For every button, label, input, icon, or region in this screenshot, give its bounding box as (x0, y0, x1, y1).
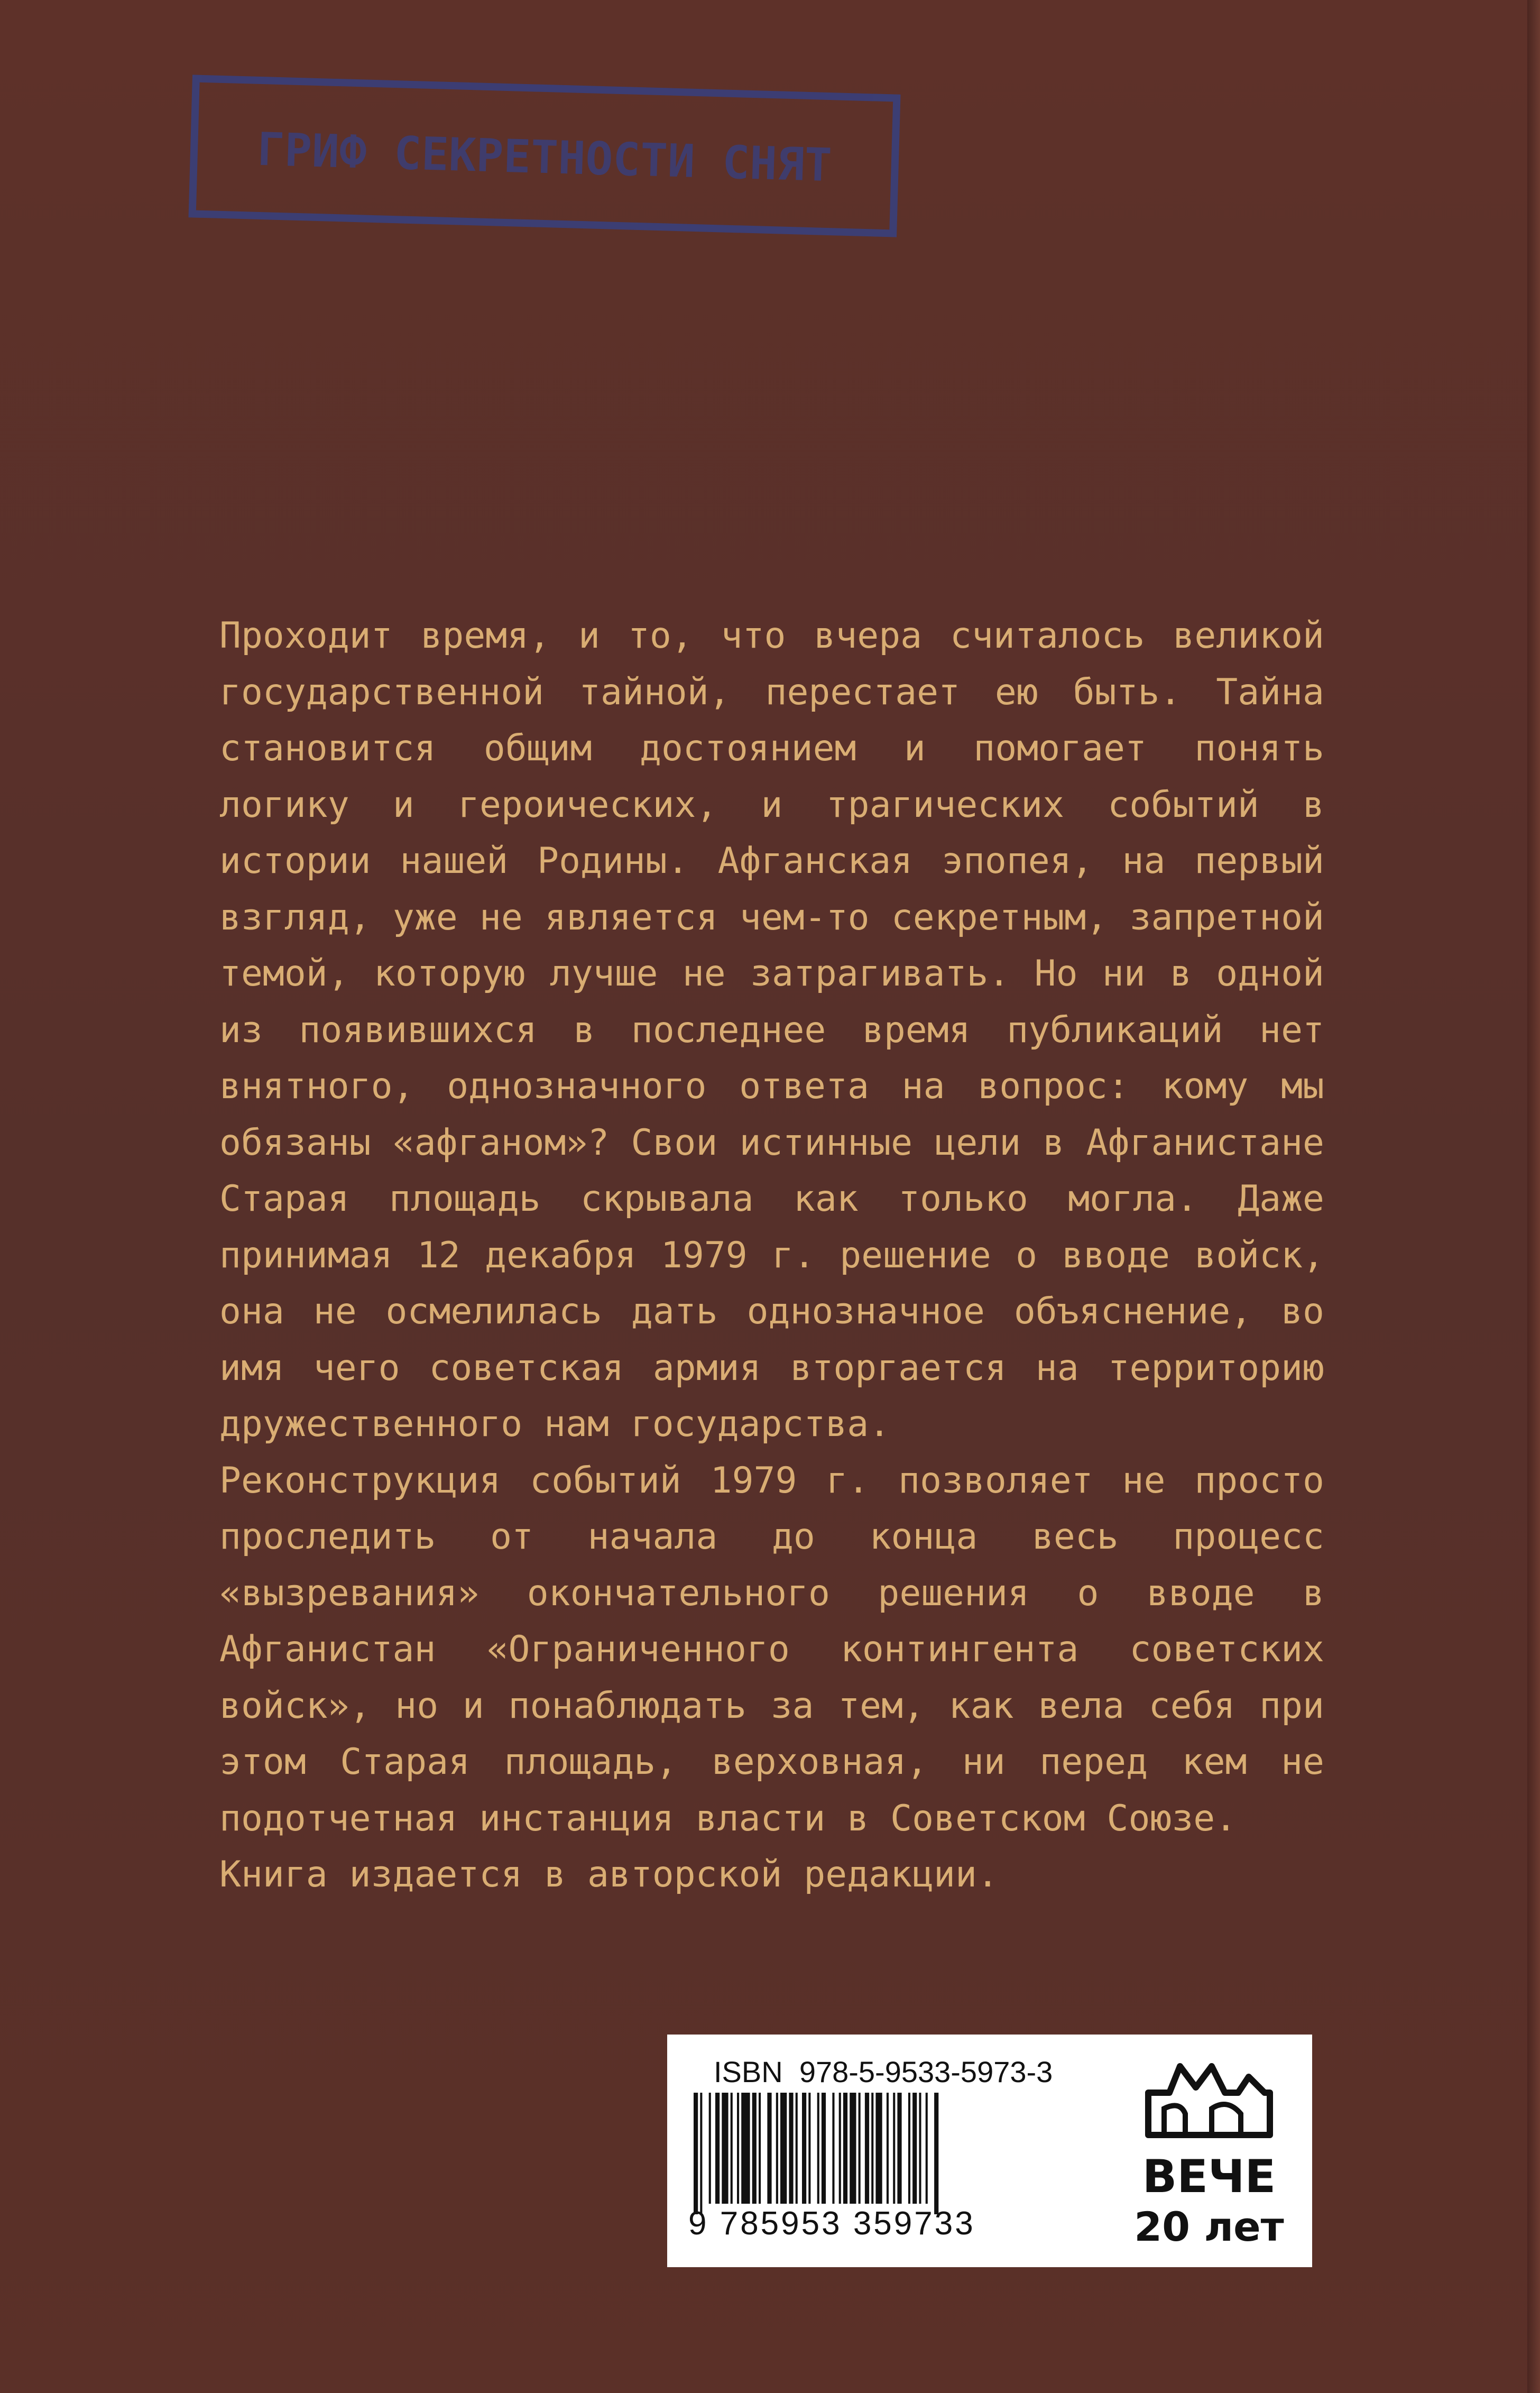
annotation-paragraph-2: Реконструкция событий 1979 г. позволяет не просто проследить от начала до конца весь процесс «вызревания» окончательного решения о вводе в Афганистан «Ограниченного контингента советских войск», но и понаблюдать за тем, как вела себя при этом Старая площадь, верховная, ни перед кем не подотчетная инстанция власти в Советском Союзе. (219, 1459, 1324, 1839)
barcode-bar (887, 2093, 889, 2204)
barcode-bar (737, 2093, 739, 2204)
barcode-bar (752, 2093, 757, 2204)
barcode-bar (817, 2093, 819, 2204)
barcode-bar (865, 2093, 869, 2204)
barcode-bar (780, 2093, 787, 2204)
barcode-bar (926, 2093, 928, 2204)
barcode-bar (919, 2093, 921, 2204)
barcode-bar (871, 2093, 873, 2204)
barcode-bar (694, 2093, 698, 2214)
barcode-bar (789, 2093, 793, 2204)
barcode-bar (767, 2093, 771, 2204)
publisher-anniversary: 20 лет (1134, 2203, 1284, 2250)
barcode-bar (715, 2093, 720, 2204)
barcode-bar (839, 2093, 841, 2204)
barcode-bars (694, 2093, 1106, 2214)
barcode-bar (741, 2093, 750, 2204)
barcode-digits: 9 785953 359733 (688, 2205, 975, 2242)
barcode-bar (875, 2093, 882, 2204)
declassified-stamp (188, 75, 900, 237)
barcode-bar (731, 2093, 733, 2204)
barcode-bar (893, 2093, 895, 2204)
annotation-paragraph-1: Проходит время, и то, что вчера считалось великой государственной тайной, перестает ею быть. Тайна становится общим достоянием и помогает понять логику и героических, и трагических событий в истории нашей Родины. Афганская эпопея, на первый взгляд, уже не является чем-то секретным, запретной темой, которую лучше не затрагивать. Но ни в одной из появившихся в последнее время публикаций нет внятного, однозначного ответа на вопрос: кому мы обязаны «афганом»? Свои истинные цели в Афганистане Старая площадь скрывала как только могла. Даже принимая 12 декабря 1979 г. решение о вводе войск, она не осмелилась дать однозначное объяснение, во имя чего советская армия вторгается на территорию дружественного нам государства. (219, 615, 1324, 1445)
barcode-bar (802, 2093, 806, 2204)
barcode-bar (934, 2093, 938, 2214)
publisher-name: ВЕЧЕ (1142, 2150, 1276, 2203)
publisher-logo (1127, 2056, 1291, 2257)
barcode-bar (912, 2093, 917, 2204)
barcode-bar (822, 2093, 826, 2204)
annotation-text (219, 608, 1324, 1903)
annotation-paragraph-3: Книга издается в авторской редакции. (219, 1854, 999, 1895)
barcode-bar (908, 2093, 910, 2204)
barcode-bar (776, 2093, 778, 2204)
logo-arches-icon (1164, 2104, 1241, 2135)
barcode-bar (843, 2093, 847, 2204)
barcode-bar (700, 2093, 702, 2214)
barcode-bar (850, 2093, 856, 2204)
barcode-panel (667, 2035, 1312, 2267)
barcode-bar (796, 2093, 798, 2204)
cover-edge (1527, 0, 1540, 2393)
barcode-bar (759, 2093, 761, 2204)
stamp-lettering (214, 115, 876, 197)
barcode-bar (897, 2093, 901, 2204)
barcode-bar (722, 2093, 728, 2204)
isbn-label: ISBN 978-5-9533-5973-3 (714, 2055, 1053, 2088)
barcode-bar (859, 2093, 861, 2204)
barcode-bar (808, 2093, 810, 2204)
barcode-bar (832, 2093, 834, 2204)
barcode-bar (709, 2093, 711, 2204)
stamp-text: ГРИФ СЕКРЕТНОСТИ СНЯТ (256, 123, 833, 192)
